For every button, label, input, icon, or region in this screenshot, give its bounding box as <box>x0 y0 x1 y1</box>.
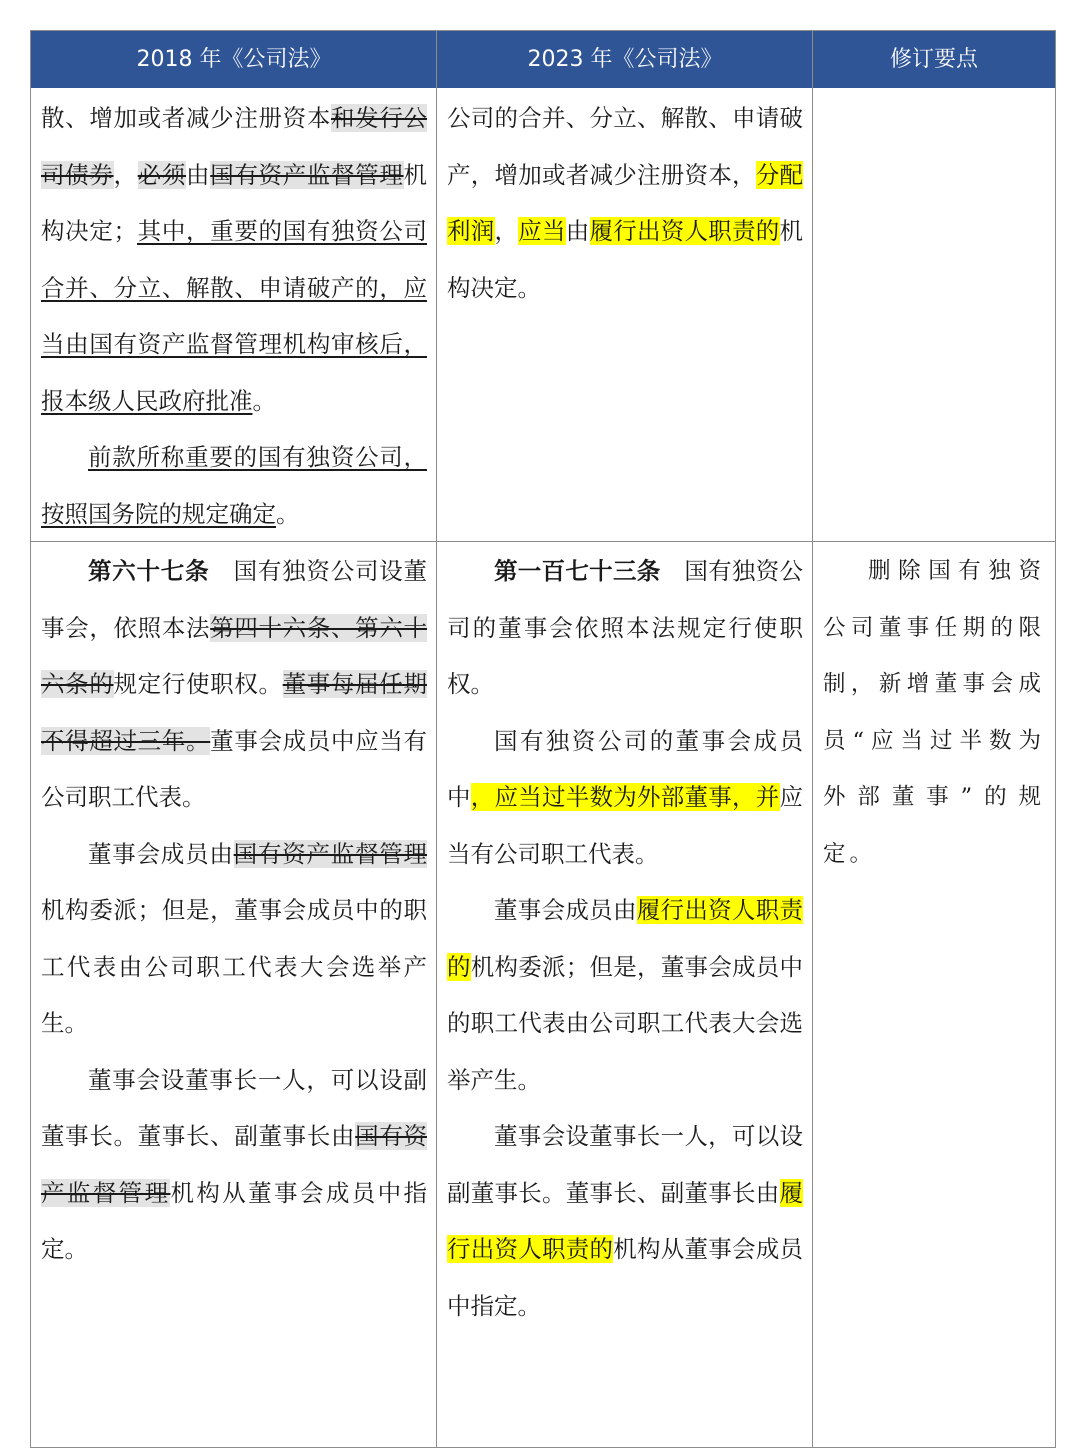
text-span: ， <box>494 217 519 245</box>
header-revision-points: 修订要点 <box>889 47 978 72</box>
comparison-table <box>30 30 1056 1448</box>
row1-old-paragraph <box>41 429 427 542</box>
row2-new-paragraph <box>447 543 803 713</box>
text-span: 国有独资公司的董事会依照本法规定行使职权。 <box>447 557 804 698</box>
text-span: 应当有公司职工代表。 <box>447 783 803 868</box>
row1-new-text <box>447 90 803 316</box>
deleted-text: 国有资产监督管理 <box>41 1122 428 1207</box>
row2-new-text <box>447 543 803 1334</box>
text-span: 机构委派；但是，董事会成员中的职工代表由公司职工代表大会选举产生。 <box>447 952 803 1094</box>
highlighted-text: 履行出资人职责的 <box>447 896 803 981</box>
column-divider <box>436 31 437 1447</box>
text-span: 董事会成员中应当有公司职工代表。 <box>41 726 428 811</box>
text-span: ， <box>113 160 138 189</box>
row2-old-paragraph <box>41 826 427 1052</box>
text-span: 。 <box>252 386 276 415</box>
deleted-text: 第四十六条、第六十六条的 <box>41 613 428 698</box>
table-header <box>31 31 1055 88</box>
article-number: 第六十七条 <box>88 557 210 585</box>
text-span: 由 <box>186 160 211 189</box>
highlighted-text: 分配利润 <box>447 160 803 245</box>
text-span: 董事会设董事长一人，可以设副董事长。董事长、副董事长由 <box>41 1065 427 1150</box>
deleted-text: 董事每届任期不得超过三年。 <box>41 670 428 755</box>
text-span: 。 <box>276 499 300 528</box>
row2-old-text <box>41 543 427 1278</box>
deleted-text: 和发行公司债券 <box>41 104 427 189</box>
article-number: 第一百七十三条 <box>494 557 661 585</box>
text-span: 散、增加或者减少注册资本 <box>41 104 331 132</box>
row1-new-paragraph <box>447 90 803 316</box>
deleted-text: 国有资产监督管理 <box>210 160 404 189</box>
highlighted-text: 履行出资人职责的 <box>589 217 780 245</box>
highlighted-text: 履行出资人职责的 <box>447 1178 803 1263</box>
column-divider <box>812 31 813 1447</box>
row2-old-paragraph <box>41 543 427 826</box>
deleted-text: 国有资产监督管理 <box>233 839 428 868</box>
text-span: 机构从董事会成员中指定。 <box>447 1235 803 1320</box>
row2-new-paragraph <box>447 1108 803 1334</box>
revision-note: 删除国有独资公司董事任期的限制，新增董事会成员“应当过半数为外部董事”的规定。 <box>823 558 1045 867</box>
text-span: 机构决定； <box>41 160 428 245</box>
row2-note <box>823 543 1045 882</box>
row1-old-paragraph <box>41 90 427 429</box>
underlined-text: 其中，重要的国有独资公司合并、分立、解散、申请破产的，应当由国有资产监督管理机构审核后，报本级人民政府批准 <box>41 217 427 415</box>
highlighted-text: ，应当过半数为外部董事，并 <box>470 783 780 811</box>
highlighted-text: 应当 <box>518 217 566 245</box>
text-span: 董事会成员由 <box>88 839 234 868</box>
text-span: 由 <box>565 217 590 245</box>
text-span: 国有独资公司的董事会成员中 <box>447 726 803 811</box>
deleted-text: 必须 <box>137 160 187 189</box>
text-span: 公司的合并、分立、解散、申请破产，增加或者减少注册资本， <box>447 104 803 189</box>
text-span: 规定行使职权。 <box>113 670 283 698</box>
text-span: 机构从董事会成员中指定。 <box>41 1178 428 1263</box>
underlined-text: 前款所称重要的国有独资公司，按照国务院的规定确定 <box>41 443 427 528</box>
text-span: 机构决定。 <box>447 217 803 302</box>
row2-new-paragraph <box>447 882 803 1108</box>
text-span: 董事会成员由 <box>494 896 637 924</box>
header-2023-law: 2023 年《公司法》 <box>527 47 723 72</box>
row2-old-paragraph <box>41 1052 427 1278</box>
text-span: 董事会设董事长一人，可以设副董事长。董事长、副董事长由 <box>447 1122 803 1207</box>
header-2018-law: 2018 年《公司法》 <box>136 47 332 72</box>
text-span: 机构委派；但是，董事会成员中的职工代表由公司职工代表大会选举产生。 <box>41 896 427 1037</box>
row1-old-text <box>41 90 427 542</box>
row2-new-paragraph <box>447 713 803 883</box>
text-span: 国有独资公司设董事会，依照本法 <box>41 557 428 642</box>
